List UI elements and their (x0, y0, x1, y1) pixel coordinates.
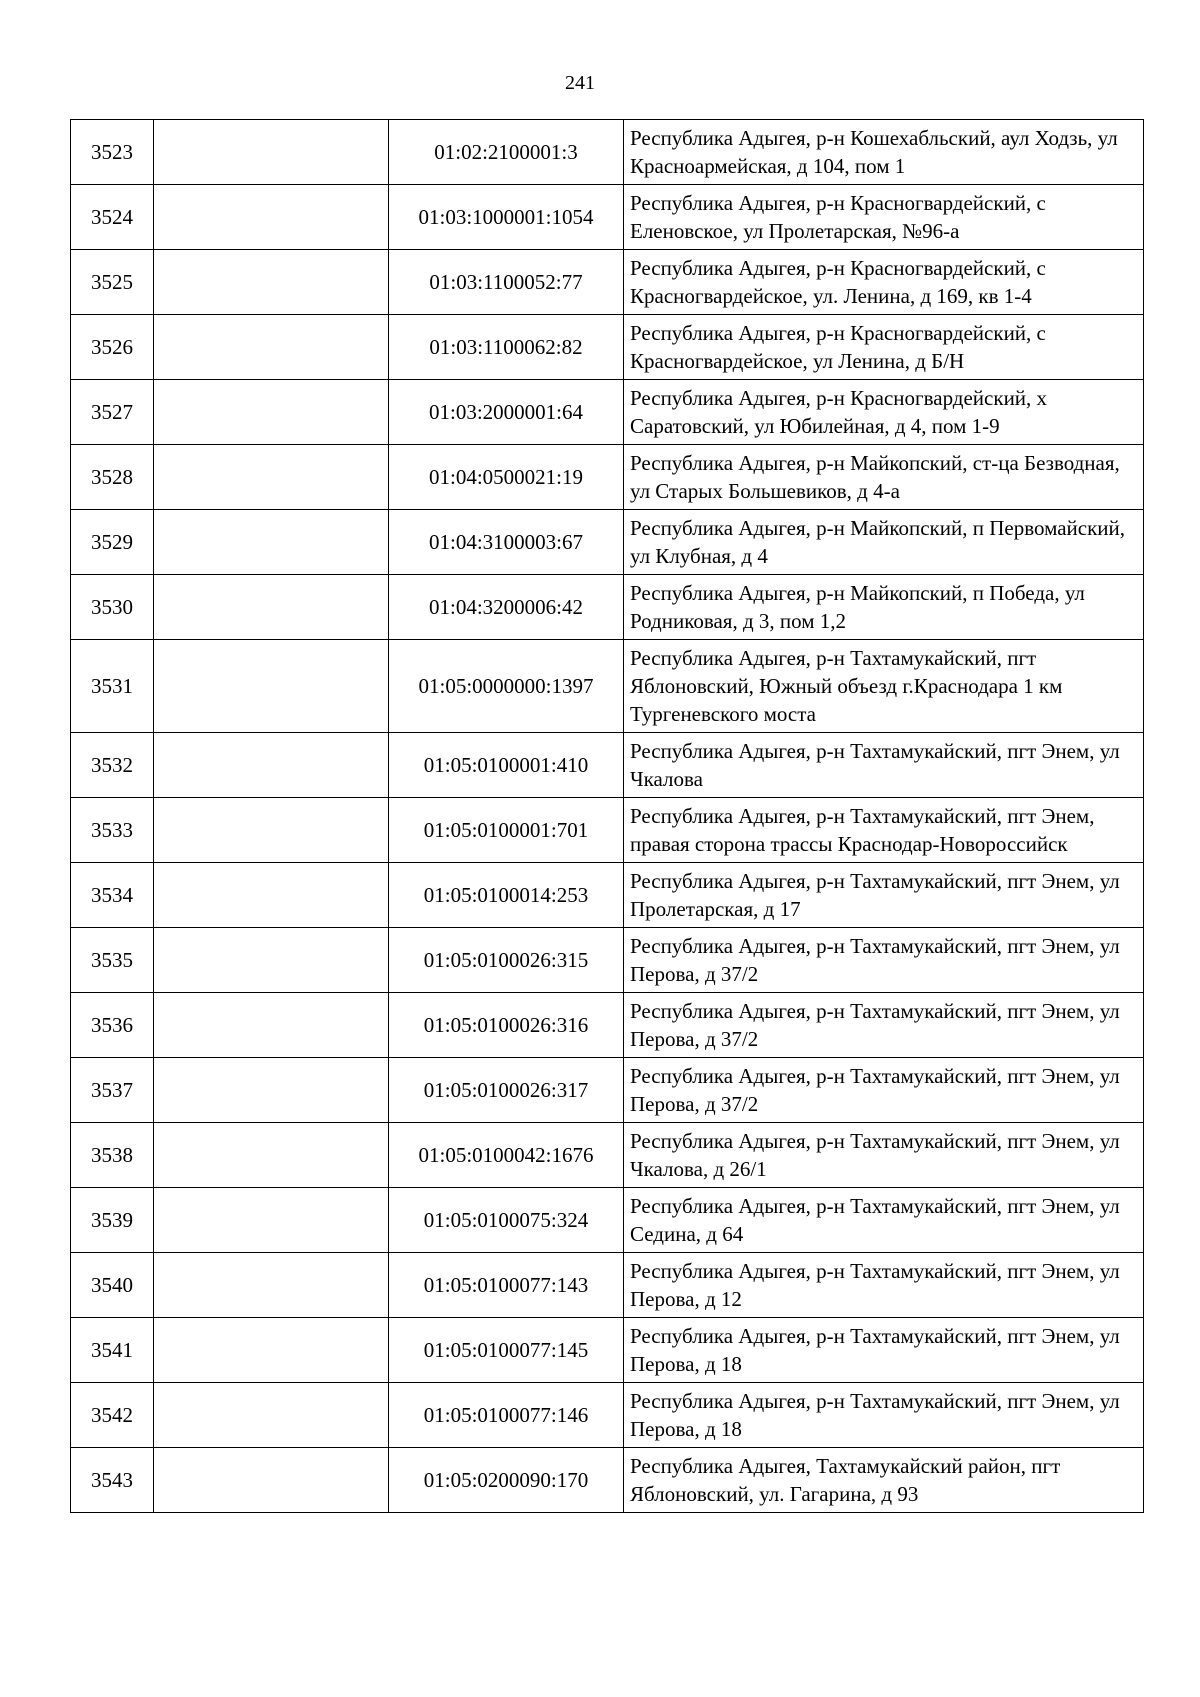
row-number-cell: 3542 (71, 1383, 154, 1448)
address-cell: Республика Адыгея, р-н Майкопский, ст-ца Безводная, ул Старых Большевиков, д 4-а (624, 445, 1144, 510)
row-number-cell: 3536 (71, 993, 154, 1058)
address-cell: Республика Адыгея, р-н Красногвардейский, с Красногвардейское, ул Ленина, д Б/Н (624, 315, 1144, 380)
blank-cell (154, 185, 389, 250)
row-number-cell: 3528 (71, 445, 154, 510)
table-row (71, 1448, 1144, 1513)
address-cell: Республика Адыгея, р-н Тахтамукайский, пгт Энем, ул Перова, д 12 (624, 1253, 1144, 1318)
row-number-cell: 3525 (71, 250, 154, 315)
address-cell: Республика Адыгея, р-н Красногвардейский, с Еленовское, ул Пролетарская, №96-а (624, 185, 1144, 250)
table-row (71, 640, 1144, 733)
cadastral-number-cell: 01:05:0100026:317 (389, 1058, 624, 1123)
row-number-cell: 3523 (71, 120, 154, 185)
table-row (71, 1318, 1144, 1383)
table-row (71, 510, 1144, 575)
address-cell: Республика Адыгея, р-н Майкопский, п Первомайский, ул Клубная, д 4 (624, 510, 1144, 575)
registry-table-body (71, 120, 1144, 1513)
row-number-cell: 3533 (71, 798, 154, 863)
address-cell: Республика Адыгея, р-н Майкопский, п Победа, ул Родниковая, д 3, пом 1,2 (624, 575, 1144, 640)
row-number-cell: 3529 (71, 510, 154, 575)
row-number-cell: 3539 (71, 1188, 154, 1253)
page-number: 241 (565, 72, 595, 94)
blank-cell (154, 575, 389, 640)
cadastral-number-cell: 01:02:2100001:3 (389, 120, 624, 185)
blank-cell (154, 1448, 389, 1513)
row-number-cell: 3541 (71, 1318, 154, 1383)
address-cell: Республика Адыгея, р-н Красногвардейский, с Красногвардейское, ул. Ленина, д 169, кв 1-4 (624, 250, 1144, 315)
row-number-cell: 3540 (71, 1253, 154, 1318)
cadastral-number-cell: 01:03:1100062:82 (389, 315, 624, 380)
cadastral-number-cell: 01:05:0100026:316 (389, 993, 624, 1058)
address-cell: Республика Адыгея, р-н Тахтамукайский, пгт Энем, ул Чкалова (624, 733, 1144, 798)
address-cell: Республика Адыгея, р-н Тахтамукайский, пгт Энем, ул Перова, д 18 (624, 1383, 1144, 1448)
cadastral-number-cell: 01:05:0100077:143 (389, 1253, 624, 1318)
table-row (71, 1123, 1144, 1188)
cadastral-number-cell: 01:04:3100003:67 (389, 510, 624, 575)
address-cell: Республика Адыгея, р-н Тахтамукайский, пгт Энем, ул Перова, д 37/2 (624, 928, 1144, 993)
table-row (71, 250, 1144, 315)
blank-cell (154, 733, 389, 798)
cadastral-number-cell: 01:05:0100014:253 (389, 863, 624, 928)
table-row (71, 185, 1144, 250)
row-number-cell: 3524 (71, 185, 154, 250)
blank-cell (154, 315, 389, 380)
table-row (71, 575, 1144, 640)
address-cell: Республика Адыгея, р-н Тахтамукайский, пгт Энем, ул Седина, д 64 (624, 1188, 1144, 1253)
cadastral-number-cell: 01:05:0100075:324 (389, 1188, 624, 1253)
blank-cell (154, 445, 389, 510)
table-row (71, 380, 1144, 445)
cadastral-number-cell: 01:05:0100001:701 (389, 798, 624, 863)
table-row (71, 120, 1144, 185)
blank-cell (154, 1383, 389, 1448)
address-cell: Республика Адыгея, р-н Тахтамукайский, пгт Энем, ул Перова, д 18 (624, 1318, 1144, 1383)
address-cell: Республика Адыгея, р-н Тахтамукайский, пгт Энем, правая сторона трассы Краснодар-Новороссийск (624, 798, 1144, 863)
row-number-cell: 3530 (71, 575, 154, 640)
blank-cell (154, 640, 389, 733)
cadastral-number-cell: 01:03:2000001:64 (389, 380, 624, 445)
row-number-cell: 3534 (71, 863, 154, 928)
row-number-cell: 3526 (71, 315, 154, 380)
table-row (71, 1188, 1144, 1253)
blank-cell (154, 993, 389, 1058)
blank-cell (154, 1058, 389, 1123)
blank-cell (154, 510, 389, 575)
address-cell: Республика Адыгея, р-н Кошехабльский, аул Ходзь, ул Красноармейская, д 104, пом 1 (624, 120, 1144, 185)
row-number-cell: 3543 (71, 1448, 154, 1513)
table-row (71, 863, 1144, 928)
address-cell: Республика Адыгея, р-н Тахтамукайский, пгт Энем, ул Чкалова, д 26/1 (624, 1123, 1144, 1188)
blank-cell (154, 250, 389, 315)
blank-cell (154, 380, 389, 445)
blank-cell (154, 1253, 389, 1318)
cadastral-number-cell: 01:04:3200006:42 (389, 575, 624, 640)
address-cell: Республика Адыгея, р-н Тахтамукайский, пгт Яблоновский, Южный объезд г.Краснодара 1 км Тургеневского моста (624, 640, 1144, 733)
blank-cell (154, 928, 389, 993)
blank-cell (154, 798, 389, 863)
table-row (71, 1058, 1144, 1123)
address-cell: Республика Адыгея, р-н Тахтамукайский, пгт Энем, ул Пролетарская, д 17 (624, 863, 1144, 928)
address-cell: Республика Адыгея, р-н Тахтамукайский, пгт Энем, ул Перова, д 37/2 (624, 993, 1144, 1058)
blank-cell (154, 1123, 389, 1188)
cadastral-number-cell: 01:05:0100077:146 (389, 1383, 624, 1448)
cadastral-number-cell: 01:05:0000000:1397 (389, 640, 624, 733)
cadastral-number-cell: 01:05:0100026:315 (389, 928, 624, 993)
table-row (71, 928, 1144, 993)
table-row (71, 315, 1144, 380)
table-row (71, 733, 1144, 798)
cadastral-number-cell: 01:04:0500021:19 (389, 445, 624, 510)
blank-cell (154, 1318, 389, 1383)
blank-cell (154, 1188, 389, 1253)
table-row (71, 993, 1144, 1058)
row-number-cell: 3535 (71, 928, 154, 993)
property-registry-table (70, 119, 1144, 1513)
cadastral-number-cell: 01:03:1000001:1054 (389, 185, 624, 250)
address-cell: Республика Адыгея, Тахтамукайский район, пгт Яблоновский, ул. Гагарина, д 93 (624, 1448, 1144, 1513)
cadastral-number-cell: 01:05:0100042:1676 (389, 1123, 624, 1188)
table-row (71, 1383, 1144, 1448)
row-number-cell: 3532 (71, 733, 154, 798)
row-number-cell: 3537 (71, 1058, 154, 1123)
blank-cell (154, 863, 389, 928)
row-number-cell: 3527 (71, 380, 154, 445)
cadastral-number-cell: 01:05:0100001:410 (389, 733, 624, 798)
table-row (71, 1253, 1144, 1318)
table-row (71, 445, 1144, 510)
cadastral-number-cell: 01:05:0200090:170 (389, 1448, 624, 1513)
blank-cell (154, 120, 389, 185)
row-number-cell: 3538 (71, 1123, 154, 1188)
cadastral-number-cell: 01:05:0100077:145 (389, 1318, 624, 1383)
address-cell: Республика Адыгея, р-н Тахтамукайский, пгт Энем, ул Перова, д 37/2 (624, 1058, 1144, 1123)
row-number-cell: 3531 (71, 640, 154, 733)
cadastral-number-cell: 01:03:1100052:77 (389, 250, 624, 315)
table-row (71, 798, 1144, 863)
address-cell: Республика Адыгея, р-н Красногвардейский, х Саратовский, ул Юбилейная, д 4, пом 1-9 (624, 380, 1144, 445)
